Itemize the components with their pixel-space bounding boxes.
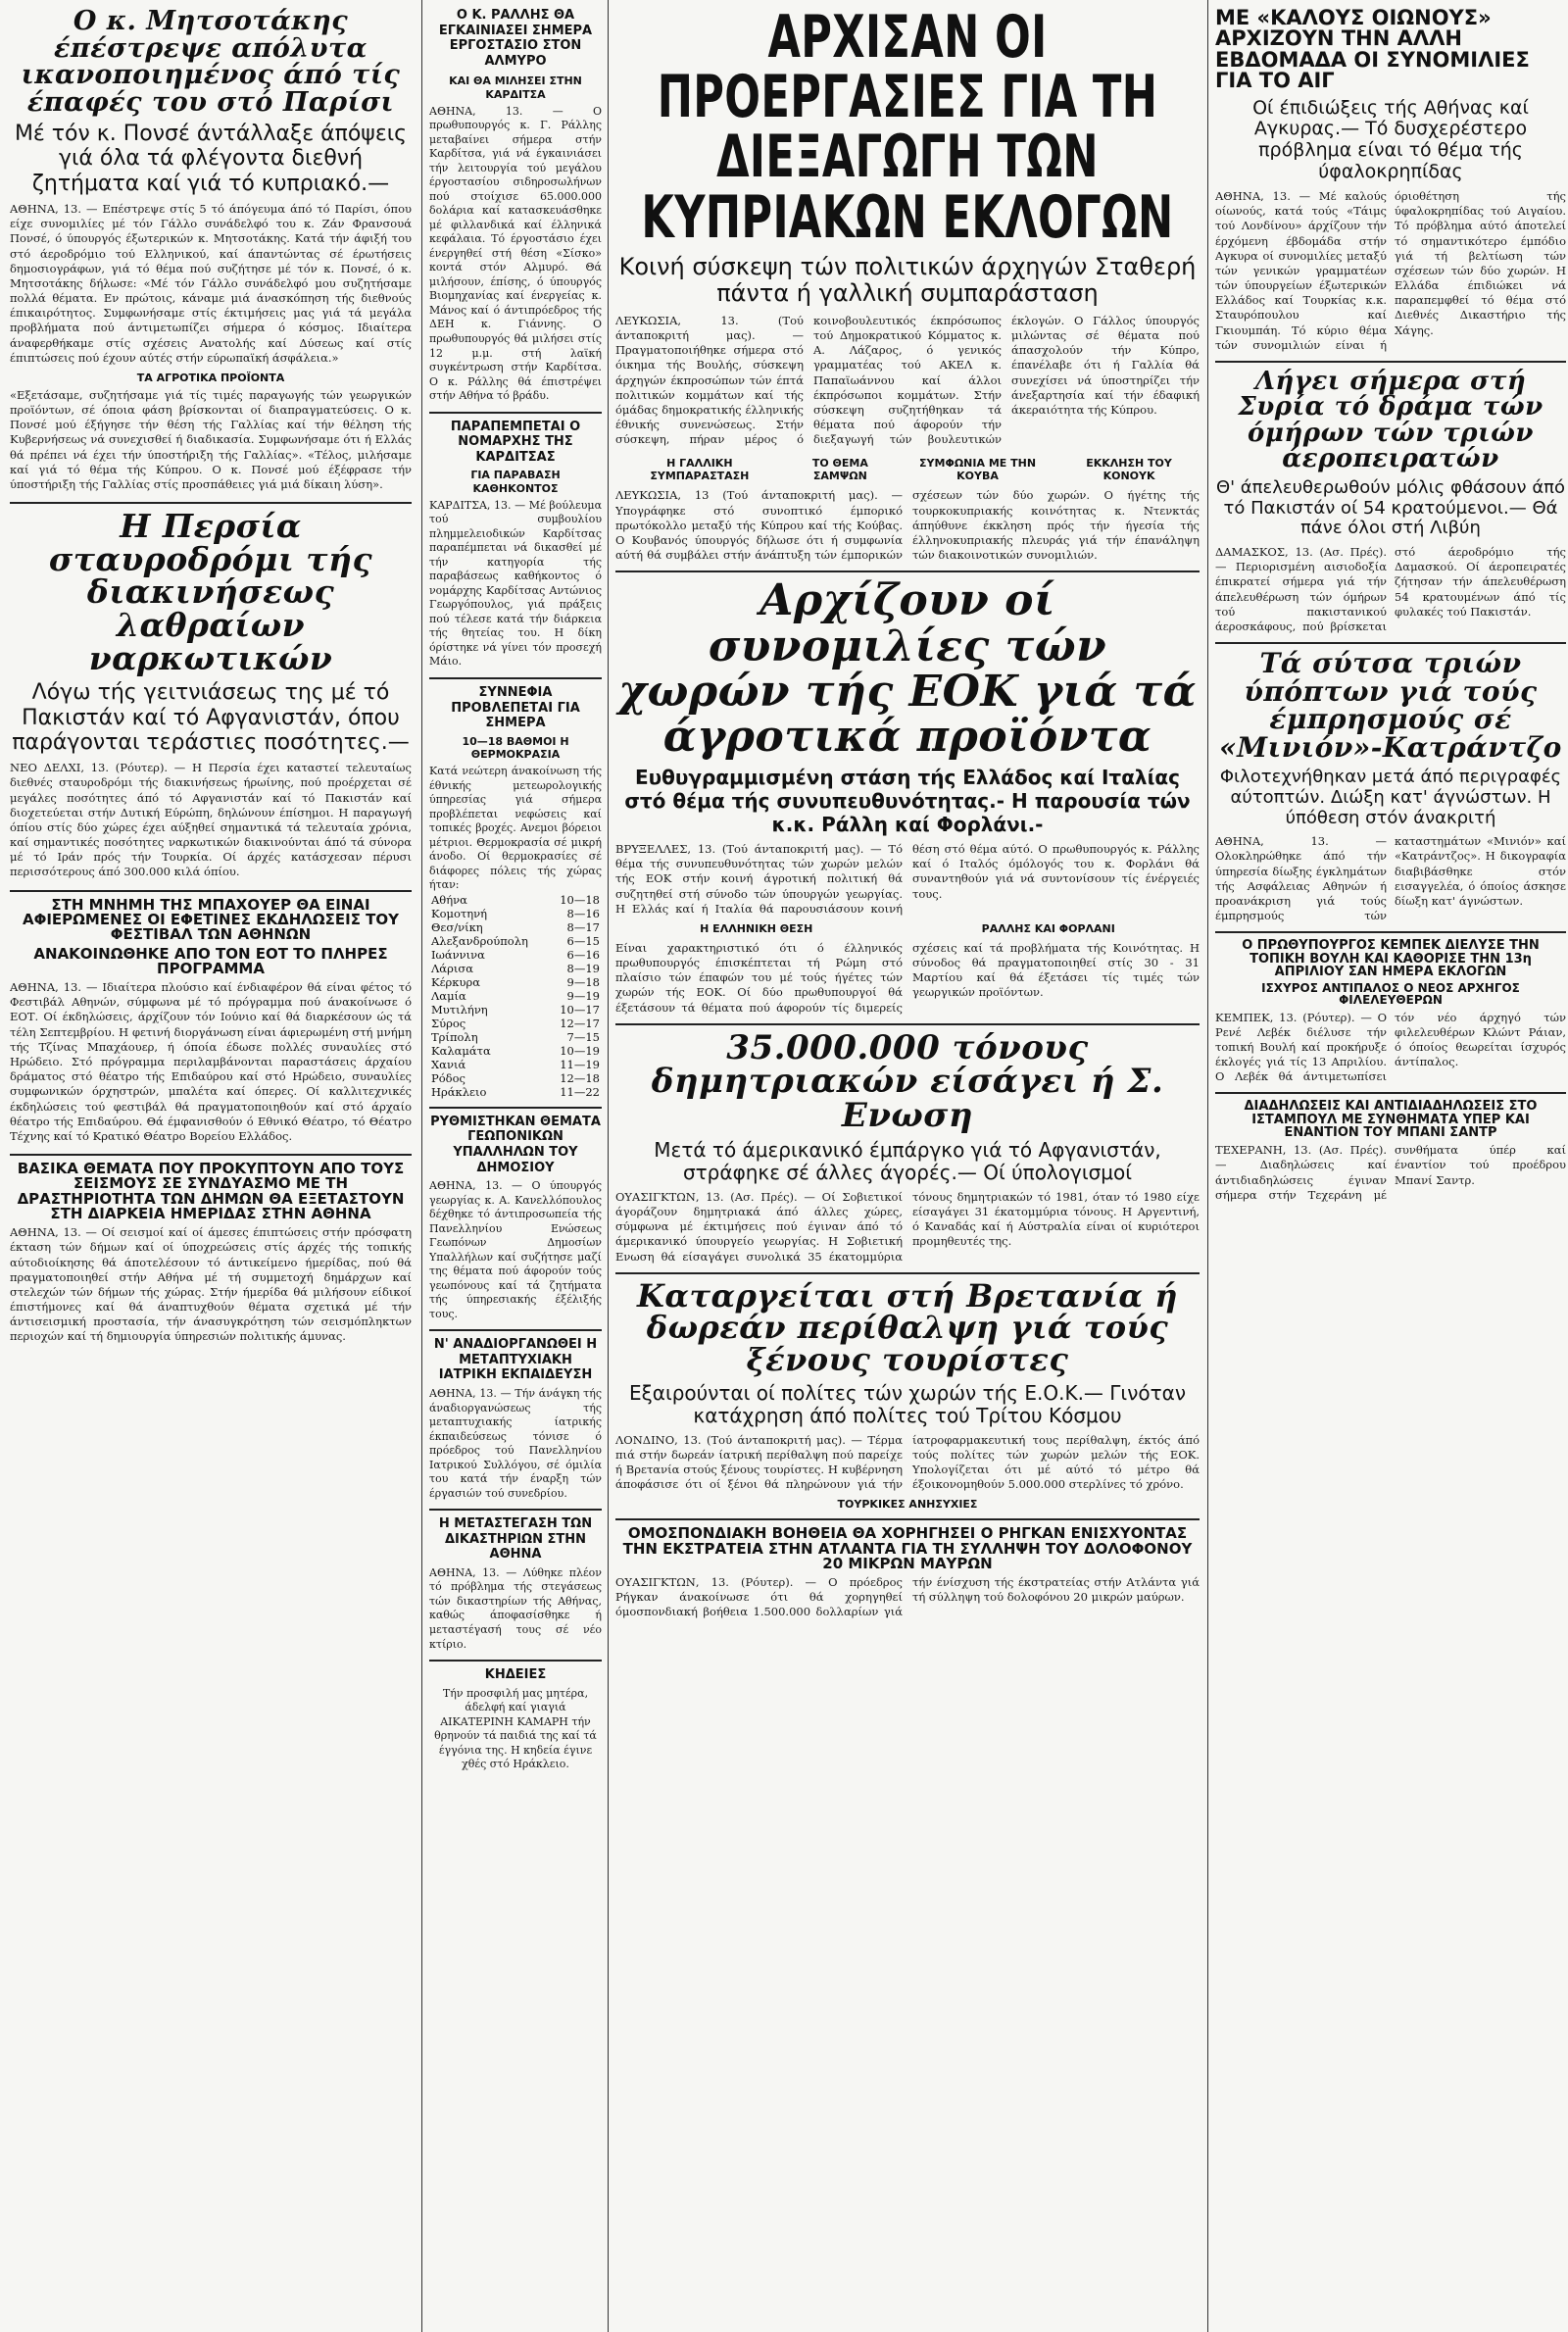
temperature-range: 6—15: [566, 933, 600, 948]
city-name: Κέρκυρα: [431, 974, 481, 989]
article-body-mitsotakis: ΑΘΗΝΑ, 13. — Επέστρεψε στίς 5 τό άπόγευμα άπό τό Παρίσι, όπου είχε συνομιλίες μέ τόν Γάλλο συνάδελφό του κ. Ζάν Φρανσουά Πονσέ, ό ύπουργός έξωτερικών κ. Μητσοτάκης. Κατά τήν άφιξή του στό άεροδρόμιο τού Ελληνικού, καί άπαντώντας σέ έρωτήσεις δημοσιογράφων, γιά τό θέμα πού συζήτησε μέ τόν κ. Πονσέ, ό κ. Μητσοτάκης δήλωσε: «Μέ τόν Γάλλο συνάδελφό μου συζητήσαμε πολλά θέματα. Εν πρώτοις, κάναμε μιά άνασκόπηση τής διεθνούς έπικαιρότητος. Συμφωνήσαμε στίς έκτιμήσεις μας γιά τά μεγάλα προβλήματα πού άντιμετωπίζει σήμερα ό κόσμος. Ιδιαίτερα άναφερθήκαμε στίς σχέσεις Ανατολής καί Δύσεως καί στίς έπιπτώσεις πού έχουν αύτές στήν εύρωπαϊκή άσφάλεια.»: [10, 202, 412, 365]
article-title-festival: ΣΤΗ ΜΝΗΜΗ ΤΗΣ ΜΠΑΧΟΥΕΡ ΘΑ ΕΙΝΑΙ ΑΦΙΕΡΩΜΕΝΕΣ ΟΙ ΕΦΕΤΙΝΕΣ ΕΚΔΗΛΩΣΕΙΣ ΤΟΥ ΦΕΣΤΙΒΑΛ ΤΩΝ ΑΘΗΝΩΝ: [22, 895, 400, 944]
city-name: Ηράκλειο: [431, 1084, 487, 1099]
city-name: Χανιά: [431, 1057, 466, 1071]
subhead-turkish-concerns: ΤΟΥΡΚΙΚΕΣ ΑΝΗΣΥΧΙΕΣ: [837, 1498, 978, 1512]
column-left: [10, 8, 412, 2326]
article-deck-mitsotakis: Μέ τόν κ. Πονσέ άντάλλαξε άπόψεις γιά όλα τά φλέγοντα διεθνή ζητήματα καί γιά τό κυπριακό.—: [14, 122, 408, 196]
article-title-tehran-demonstrations: ΔΙΑΔΗΛΩΣΕΙΣ ΚΑΙ ΑΝΤΙΔΙΑΔΗΛΩΣΕΙΣ ΣΤΟ ΙΣΤΑΜΠΟΥΛ ΜΕ ΣΥΝΘΗΜΑΤΑ ΥΠΕΡ ΚΑΙ ΕΝΑΝΤΙΟΝ ΤΟΥ ΜΠΑΝΙ ΣΑΝΤΡ: [1244, 1099, 1538, 1140]
article-deck-syria: Θ' άπελευθερωθούν μόλις φθάσουν άπό τό Πακιστάν οί 54 κρατούμενοι.— Θά πάνε όλοι στή Λιβύη: [1215, 476, 1566, 539]
article-deck-britain: Εξαιρούνται οί πολίτες τών χωρών τής Ε.Ο.Κ.— Γινόταν κατάχρηση άπό πολίτες τού Τρίτου Κόσμου: [629, 1380, 1186, 1427]
article-subtitle-festival: ΑΝΑΚΟΙΝΩΘΗΚΕ ΑΠΟ ΤΟΝ ΕΟΤ ΤΟ ΠΛΗΡΕΣ ΠΡΟΓΡΑΜΜΑ: [33, 944, 388, 977]
article-title-soviet-grain: 35.000.000 τόνους δημητριακών είσάγει ή Σ. Ενωση: [651, 1027, 1164, 1136]
city-name: Λαμία: [431, 988, 466, 1003]
city-name: Καλαμάτα: [431, 1043, 491, 1058]
subhead-french-support: Η ΓΑΛΛΙΚΗ ΣΥΜΠΑΡΑΣΤΑΣΗ: [650, 457, 750, 483]
article-title-courts: Η ΜΕΤΑΣΤΕΓΑΣΗ ΤΩΝ ΔΙΚΑΣΤΗΡΙΩΝ ΣΤΗΝ ΑΘΗΝΑ: [438, 1516, 593, 1563]
city-name: Αλεξανδρούπολη: [431, 933, 528, 948]
subhead-greek-position: Η ΕΛΛΗΝΙΚΗ ΘΕΣΗ: [700, 921, 813, 935]
article-title-arson-suspects: Τά σύτσα τριών ύπόπτων γιά τούς έμπρησμούς σέ «Μινιόν»-Κατράντζο: [1219, 647, 1562, 764]
city-name: Ρόδος: [431, 1070, 466, 1085]
article-title-agronomists: ΡΥΘΜΙΣΤΗΚΑΝ ΘΕΜΑΤΑ ΓΕΩΠΟΝΙΚΩΝ ΥΠΑΛΛΗΛΩΝ ΤΟΥ ΔΗΜΟΣΙΟΥ: [430, 1114, 601, 1175]
temperature-range: 11—22: [560, 1084, 600, 1099]
article-body-weather: Κατά νεώτερη άνακοίνωση τής έθνικής μετεωρολογικής ύπηρεσίας γιά σήμερα προβλέπεται νεφώσεις καί τοπικές βροχές. Ανεμοι βόρειοι μέτριοι. Θερμοκρασία σέ μικρή άνοδο. Οί θερμοκρασίες σέ διάφορες πόλεις τής χώρας ήταν:: [429, 765, 602, 892]
article-subtitle-quebec: ΙΣΧΥΡΟΣ ΑΝΤΙΠΑΛΟΣ Ο ΝΕΟΣ ΑΡΧΗΓΟΣ ΦΙΛΕΛΕΥΘΕΡΩΝ: [1261, 981, 1520, 1008]
article-body-britain: ΛΟΝΔΙΝΟ, 13. (Τού άνταποκριτή μας). — Τέρμα πιά στήν δωρεάν ίατρική περίθαλψη πού παρείχε ή Βρετανία στούς ξένους τουρίστες. Η κυβέρνηση άποφάσισε ότι οί ξένοι θά πληρώνουν γιά τήν ίατροφαρμακευτική τους περίθαλψη, έκτός άπό τούς πολίτες τών χωρών μελών τής ΕΟΚ. Υπολογίζεται ότι μέ αύτό τό μέτρο θά έξοικονομηθούν 5.000.000 στερλίνες τό χρόνο.: [615, 1432, 1200, 1492]
article-body-medical-education: ΑΘΗΝΑ, 13. — Τήν άνάγκη τής άναδιοργανώσεως τής μεταπτυχιακής ίατρικής έκπαιδεύσεως τόνισε ό πρόεδρος τού Πανελληνίου Ιατρικού Συλλόγου, σέ όμιλία του κατά τήν έναρξη τών έργασιών τού συνεδρίου.: [429, 1387, 602, 1500]
weather-row: [429, 1044, 602, 1058]
temperature-range: 11—19: [560, 1057, 600, 1071]
article-title-weather: ΣΥΝΝΕΦΙΑ ΠΡΟΒΛΕΠΕΤΑΙ ΓΙΑ ΣΗΜΕΡΑ: [451, 684, 580, 731]
article-deck-aegean: Οί έπιδιώξεις τής Αθήνας καί Αγκυρας.— Τό δυσχερέστερο πρόβλημα είναι τό θέμα τής ύφαλοκρηπίδας: [1252, 96, 1529, 183]
lead-body-cyprus: ΛΕΥΚΩΣΙΑ, 13. (Τού άνταποκριτή μας). — Πραγματοποιήθηκε σήμερα στό όικημα τής Βουλής, σύσκεψη άρχηγών έκπροσώπων τών έπτά πολιτικών κομμάτων καί τής όμάδας δημοκρατικής έλληνικής έθνικής συνενώσεως. Στήν σύσκεψη, πήραν μέρος ό κοινοβουλευτικός έκπρόσωπος τού Δημοκρατικού Κόμματος κ. Α. Λάζαρος, ό γενικός γραμματέας τού ΑΚΕΛ κ. Παπαϊωάννου καί άλλοι έκπρόσωποι κομμάτων. Στήν σύσκεψη συζητήθηκαν τά θέματα πού άφορούν τήν διεξαγωγή τών βουλευτικών έκλογών. Ο Γάλλος ύπουργός μιλώντας σέ θέματα πού άπασχολούν τήν Κύπρο, έπανέλαβε ότι ή Γαλλία θά συνεχίσει νά ύποστηρίζει τήν άνεξαρτησία καί τήν έδαφική άκεραιότητα τής Κύπρου.: [615, 313, 1200, 447]
temperature-range: 6—16: [566, 947, 600, 962]
article-body-prefect: ΚΑΡΔΙΤΣΑ, 13. — Μέ βούλευμα τού συμβουλίου πλημμελειοδικών Καρδίτσας παραπέμπεται νά δικασθεί μέ τήν κατηγορία τής παραβάσεως καθήκοντος ό νομάρχης Καρδίτσας Αντώνιος Γεωργόπουλος, γιά πράξεις πού τέλεσε κατά τήν διάρκεια τής θητείας του. Η δίκη όρίστηκε νά γίνει τόν προσεχή Μάιο.: [429, 498, 602, 669]
lead-body-cyprus-cont: ΛΕΥΚΩΣΙΑ, 13 (Τού άνταποκριτή μας). — Υπογράφηκε στό συνοπτικό έμπορικό πρωτόκολλο μεταξύ τής Κύπρου καί τής Κούβας. Ο Κουβανός ύπουργός δήλωσε ότι ή συμφωνία αύτή θά συμβάλει στήν άνάπτυξη τών έμπορικών σχέσεων τών δύο χωρών. Ο ήγέτης τής τουρκοκυπριακής κοινότητας κ. Ντενκτάς άπηύθυνε έκκληση πρός τήν ήγεσία τής έλληνοκυπριακής πλευράς γιά τήν έπανάληψη τών διακοινοτικών συνομιλιών.: [615, 488, 1200, 563]
weather-row: [429, 948, 602, 962]
weather-row: [429, 989, 602, 1003]
temperature-range: 9—19: [566, 988, 600, 1003]
city-name: Κομοτηνή: [431, 906, 488, 920]
weather-row: [429, 893, 602, 907]
article-title-aegean-talks: ΜΕ «ΚΑΛΟΥΣ ΟΙΩΝΟΥΣ» ΑΡΧΙΖΟΥΝ ΤΗΝ ΑΛΛΗ ΕΒΔΟΜΑΔΑ ΟΙ ΣΥΝΟΜΙΛΙΕΣ ΓΙΑ ΤΟ ΑΙΓ: [1215, 8, 1530, 93]
article-body-quebec: ΚΕΜΠΕΚ, 13. (Ρόυτερ). — Ο Ρενέ Λεβέκ διέλυσε τήν τοπική Βουλή καί προκήρυξε έκλογές γιά τίς 13 Απριλίου. Ο Λεβέκ θά άντιμετωπίσει τόν νέο άρχηγό τών φιλελευθέρων Κλώντ Ράιαν, ό όποίος θεωρείται ίσχυρός άντίπαλος.: [1215, 1010, 1566, 1084]
article-subtitle-rallis: ΚΑΙ ΘΑ ΜΙΛΗΣΕΙ ΣΤΗΝ ΚΑΡΔΙΤΣΑ: [449, 74, 582, 101]
article-body-eec-cont: Είναι χαρακτηριστικό ότι ό έλληνικός πρωθυπουργός έπισκέπτεται τή Ρώμη στό πλαίσιο τών έπαφών του μέ τούς ήγέτες τών χωρών τής ΕΟΚ. Οί δύο πρωθυπουργοί θά έξετάσουν τά θέματα πού άφορούν τίς διμερείς σχέσεις καί τά προβλήματα τής Κοινότητας. Η σύνοδος θά πραγματοποιηθεί στίς 30 - 31 Μαρτίου καί θά έξετάσει τίς τιμές τών γεωργικών προϊόντων.: [615, 940, 1200, 1015]
article-body-soviet-grain: ΟΥΑΣΙΓΚΤΩΝ, 13. (Ασ. Πρές). — Οί Σοβιετικοί άγοράζουν δημητριακά άπό άλλες χώρες, σύμφωνα μέ έκτιμήσεις πού έγιναν άπό τό άμερικανικό ύπουργείο γεωργίας. Η Σοβιετική Ενωση θά είσαγάγει συνολικά 35 έκατομμύρια τόνους δημητριακών τό 1981, όταν τό 1980 είχε είσαγάγει 31 έκατομμύρια τόνους. Η Αργεντινή, ό Καναδάς καί ή Αύστραλία είναι οί κυριότεροι προμηθευτές της.: [615, 1189, 1200, 1264]
column-right: [1215, 8, 1566, 2326]
article-body-syria: ΔΑΜΑΣΚΟΣ, 13. (Ασ. Πρές). — Περιορισμένη αισιοδοξία έπικρατεί σήμερα γιά τήν άπελευθέρωση τών όμήρων τού πακιστανικού άεροσκάφους, πού βρίσκεται στό άεροδρόμιο τής Δαμασκού. Οί άεροπειρατές ζήτησαν τήν άπελευθέρωση 54 κρατουμένων άπό τίς φυλακές τού Πακιστάν.: [1215, 545, 1566, 633]
weather-row: [429, 962, 602, 975]
temperature-range: 12—18: [560, 1070, 600, 1085]
subhead-konuk-appeal: ΕΚΚΛΗΣΗ ΤΟΥ ΚΟΝΟΥΚ: [1086, 457, 1172, 483]
article-deck-persia: Λόγω τής γειτνιάσεως της μέ τό Πακιστάν καί τό Αφγανιστάν, όπου παράγονται τεράστιες ποσότητες.—: [12, 680, 410, 755]
column-rule: [421, 0, 422, 2332]
column-rule: [1207, 0, 1208, 2332]
article-body-earthquakes: ΑΘΗΝΑ, 13. — Οί σεισμοί καί οί άμεσες έπιπτώσεις στήν πρόσφατη έκταση τών δήμων καί οί ύποχρεώσεις στίς άρχές τής τοπικής αύτοδιοίκησης θά άποτελέσουν τό άντικείμενο ήμερίδας, πού θά πραγματοποιηθεί στήν Αθήνα μέ τή συμμετοχή δημάρχων καί στελεχών τών δήμων τής χώρας. Στήν ήμερίδα θά μιλήσουν είδικοί έπιστήμονες καί θά άναπτυχθούν θέματα σχετικά μέ τήν άντισεισμική προστασία, τήν άνασυγκρότηση τών σεισμόπληκτων περιοχών καί τή δημιουργία ύπηρεσιών πολιτικής άμυνας.: [10, 1225, 412, 1344]
weather-row: [429, 1003, 602, 1017]
temperature-range: 8—17: [566, 919, 600, 934]
article-body-agronomists: ΑΘΗΝΑ, 13. — Ο ύπουργός γεωργίας κ. Α. Κανελλόπουλος δέχθηκε τό άντιπροσωπεία τής Πανελληνίου Ενώσεως Γεωπόνων Δημοσίων Υπαλλήλων καί συζήτησε μαζί της θέματα πού άφορούν τούς γεωπόνους καί τά ζητήματα τής ύπηρεσιακής έξέλιξής τους.: [429, 1179, 602, 1320]
column-middle-narrow: [429, 8, 602, 2326]
lead-headline-cyprus-elections: ΑΡΧΙΣΑΝ ΟΙ ΠΡΟΕΡΓΑΣΙΕΣ ΓΙΑ ΤΗ ΔΙΕΞΑΓΩΓΗ ΤΩΝ ΚΥΠΡΙΑΚΩΝ ΕΚΛΟΓΩΝ: [641, 8, 1174, 252]
article-body-persia: ΝΕΟ ΔΕΛΧΙ, 13. (Ρόυτερ). — Η Περσία έχει καταστεί τελευταίως διεθνές σταυροδρόμι τής διακινήσεως ήρωίνης, πού προέρχεται σέ μεγάλες ποσότητες άπό τό Αφγανιστάν καί τό Πακιστάν καί διοχετεύεται στήν Δυτική Εύρώπη, δηλώνουν έπίσημοι. Η παραγωγή όπίου στίς δύο χώρες έχει αύξηθεί σημαντικά τά τελευταία χρόνια, καί σημαντικές ποσότητες ναρκωτικών διακινούνται άπό τά σύνορα μέ τό Ιράν πρός τήν Τουρκία. Οί άρχές κατάσχεσαν πέρυσι περισσότερους άπό 300.000 κιλά όπίου.: [10, 761, 412, 879]
subhead-rallis-forlani: ΡΑΛΛΗΣ ΚΑΙ ΦΟΡΛΑΝΙ: [981, 921, 1115, 935]
weather-table: [429, 893, 602, 1099]
lead-deck-cyprus: Κοινή σύσκεψη τών πολιτικών άρχηγών Σταθερή πάντα ή γαλλική συμπαράσταση: [618, 252, 1197, 308]
obituaries-heading: ΚΗΔΕΙΕΣ: [484, 1667, 547, 1683]
weather-row: [429, 907, 602, 920]
subhead-sampson: ΤΟ ΘΕΜΑ ΣΑΜΨΩΝ: [811, 457, 868, 483]
article-deck-soviet-grain: Μετά τό άμερικανικό έμπάργκο γιά τό Αφγανιστάν, στράφηκε σέ άλλες άγορές.— Οί ύπολογισμοί: [654, 1137, 1161, 1184]
weather-row: [429, 934, 602, 948]
city-name: Αθήνα: [431, 892, 467, 907]
article-body-festival: ΑΘΗΝΑ, 13. — Ιδιαίτερα πλούσιο καί ένδιαφέρον θά είναι φέτος τό Φεστιβάλ Αθηνών, σύμφωνα μέ τό πρόγραμμα πού άνακοίνωσε ό ΕΟΤ. Οί έκδηλώσεις, άρχίζουν τόν Ιούνιο καί θά διαρκέσουν ώς τά τέλη Σεπτεμβρίου. Η φετινή διοργάνωση είναι άφιερωμένη στή μνήμη τής Τζίνας Μπαχάουερ, ή όποία έδωσε πολλές συναυλίες στό Ηρώδειο. Στό πρόγραμμα περιλαμβάνονται παραστάσεις άρχαίου δράματος στό θέατρο τής Επιδαύρου καί στό Ηρώδειο, συναυλίες συμφωνικών όρχηστρών, μπαλέτα καί όπερες. Οί καλλιτεχνικές έκδηλώσεις τού φεστιβάλ θά πραγματοποιηθούν καί στό άρχαίο θέατρο τής Επιδαύρου. Θά έμφανισθούν ό Εθνικό Θέατρο, τό Θέατρο Τέχνης καί τό Κρατικό Θέατρο Βορείου Ελλάδος.: [10, 980, 412, 1143]
temperature-range: 9—18: [566, 974, 600, 989]
temperature-range: 10—17: [560, 1002, 600, 1017]
article-subtitle-prefect: ΓΙΑ ΠΑΡΑΒΑΣΗ ΚΑΘΗΚΟΝΤΟΣ: [470, 469, 561, 495]
article-title-mitsotakis: Ο κ. Μητσοτάκης έπέστρεψε απόλυτα ικανοποιημένος άπό τίς έπαφές του στό Παρίσι: [21, 8, 401, 118]
city-name: Μυτιλήνη: [431, 1002, 488, 1017]
subhead-cuba-agreement: ΣΥΜΦΩΝΙΑ ΜΕ ΤΗΝ ΚΟΥΒΑ: [919, 457, 1037, 483]
article-body-mitsotakis-cont: «Εξετάσαμε, συζητήσαμε γιά τίς τιμές παραγωγής τών γεωργικών προϊόντων, σέ όποια φάση βρίσκονται οί διαπραγματεύσεις. Ο κ. Πονσέ μού έξήγησε τήν θέση τής Γαλλίας καί τήν θέληση τής Κυβερνήσεως νά συνεχισθεί ή διαδικασία. Συμφωνήσαμε ότι ή Ελλάς θά πρέπει νά έχει τήν ύποστήριξη τής Γαλλίας». «Τέλος, μιλήσαμε καί γιά τό θέμα τής Κύπρου. Ο κ. Πονσέ μού έξέφρασε τήν ύποστήριξη τής Γαλλίας στίς προσπάθειες γιά μιά δίκαιη λύση».: [10, 387, 412, 491]
article-deck-arson: Φιλοτεχνήθηκαν μετά άπό περιγραφές αύτοπτών. Διώξη κατ' άγνώστων. Η ύπόθεση στόν άνακριτή: [1219, 767, 1562, 828]
article-body-reagan-atlanta: ΟΥΑΣΙΓΚΤΩΝ, 13. (Ρόυτερ). — Ο πρόεδρος Ρήγκαν άνακοίνωσε ότι θά χορηγηθεί όμοσπονδιακή βοήθεια 1.500.000 δολλαρίων γιά τήν ένίσχυση τής έκστρατείας στήν Ατλάντα γιά τή σύλληψη τού δολοφόνου 20 μικρών μαύρων.: [615, 1575, 1200, 1619]
city-name: Θεσ/νίκη: [431, 919, 483, 934]
city-name: Σύρος: [431, 1016, 466, 1030]
weather-row: [429, 1071, 602, 1085]
city-name: Λάρισα: [431, 961, 473, 975]
weather-row: [429, 1030, 602, 1044]
article-title-reagan-atlanta: ΟΜΟΣΠΟΝΔΙΑΚΗ ΒΟΗΘΕΙΑ ΘΑ ΧΟΡΗΓΗΣΕΙ Ο ΡΗΓΚΑΝ ΕΝΙΣΧΥΟΝΤΑΣ ΤΗΝ ΕΚΣΤΡΑΤΕΙΑ ΣΤΗΝ ΑΤΛΑΝΤΑ ΓΙΑ ΤΗ ΣΥΛΛΗΨΗ ΤΟΥ ΔΟΛΟΦΟΝΟΥ 20 ΜΙΚΡΩΝ ΜΑΥΡΩΝ: [622, 1524, 1193, 1572]
weather-row: [429, 1058, 602, 1071]
obituaries-body: Τήν προσφιλή μας μητέρα, άδελφή καί γιαγιά ΑΙΚΑΤΕΡΙΝΗ ΚΑΜΑΡΗ τήν θρηνούν τά παιδιά της καί τά έγγόνια της. Η κηδεία έγινε χθές στό Ηράκλειο.: [434, 1686, 597, 1771]
article-body-rallis: ΑΘΗΝΑ, 13. — Ο πρωθυπουργός κ. Γ. Ράλλης μεταβαίνει σήμερα στήν Καρδίτσα, γιά νά έγκαινιάσει τήν λειτουργία τού μεγάλου έργοστασίου σιδηροσωλήνων πού στοίχισε 65.000.000 δολάρια καί κατασκευάσθηκε μέ φιλλανδικά καί έλληνικά κεφάλαια. Τό έργοστάσιο έχει ένεργηθεί στή θέση «Σίσκο» κοντά στόν Αλμυρό. Θά μιλήσουν, έπίσης, ό ύπουργός Βιομηχανίας καί ένεργείας κ. Μάνος καί ό άντιπρόεδρος τής ΔΕΗ κ. Γιάννης. Ο πρωθυπουργός θά μιλήσει στίς 12 μ.μ. στή λαϊκή συγκέντρωση στήν Καρδίτσα. Ο κ. Ράλλης θά έπιστρέψει στήν Αθήνα τό βράδυ.: [429, 104, 602, 403]
article-title-quebec: Ο ΠΡΩΘΥΠΟΥΡΓΟΣ ΚΕΜΠΕΚ ΔΙΕΛΥΣΕ ΤΗΝ ΤΟΠΙΚΗ ΒΟΥΛΗ ΚΑΙ ΚΑΘΟΡΙΣΕ ΤΗΝ 13η ΑΠΡΙΛΙΟΥ ΣΑΝ ΗΜΕΡΑ ΕΚΛΟΓΩΝ: [1242, 938, 1540, 979]
temperature-range: 8—16: [566, 906, 600, 920]
column-rule: [608, 0, 609, 2332]
article-body-aegean: ΑΘΗΝΑ, 13. — Μέ καλούς οίωνούς, κατά τούς «Τάιμς τού Λονδίνου» άρχίζουν τήν έρχόμενη έβδομάδα στήν Αγκυρα οί συνομιλίες μεταξύ τών γενικών γραμματέων τών ύπουργείων έξωτερικών Ελλάδος καί Τουρκίας κ.κ. Σταυρόπουλου καί Γκιουμπάη. Τό κύριο θέμα τών συνομιλιών είναι ή όριοθέτηση τής ύφαλοκρηπίδας τού Αιγαίου. Τό πρόβλημα αύτό άποτελεί τό σημαντικότερο έμπόδιο γιά τή βελτίωση τών σχέσεων τών δύο χωρών. Η Ελλάδα έπιδιώκει νά παραπεμφθεί τό θέμα στό Διεθνές Δικαστήριο τής Χάγης.: [1215, 189, 1566, 352]
article-body-arson: ΑΘΗΝΑ, 13. — Ολοκληρώθηκε άπό τήν ύπηρεσία δίωξης έγκλημάτων τής Ασφάλειας Αθηνών ή προανάκριση γιά τούς έμπρησμούς τών καταστημάτων «Μινιόν» καί «Κατράντζος». Η δικογραφία διαβιβάσθηκε στόν εισαγγελέα, ό όποίος άσκησε δίωξη κατ' άγνώστων.: [1215, 834, 1566, 923]
article-title-eec-agriculture: Αρχίζουν οί συνομιλίες τών χωρών τής ΕΟΚ γιά τά άγροτικά προϊόντα: [618, 575, 1197, 762]
weather-row: [429, 1017, 602, 1030]
subhead-agricultural-products: ΤΑ ΑΓΡΟΤΙΚΑ ΠΡΟΪΟΝΤΑ: [136, 371, 285, 384]
article-title-britain-healthcare: Καταργείται στή Βρετανία ή δωρεάν περίθαλψη γιά τούς ξένους τουρίστες: [637, 1276, 1178, 1378]
temperature-range: 7—15: [566, 1029, 600, 1044]
article-title-syria-hostages: Λήγει σήμερα στή Συρία τό δράμα τών όμήρων τών τριών άεροπειρατών: [1238, 366, 1544, 474]
article-title-prefect: ΠΑΡΑΠΕΜΠΕΤΑΙ Ο ΝΟΜΑΡΧΗΣ ΤΗΣ ΚΑΡΔΙΤΣΑΣ: [450, 419, 581, 465]
city-name: Τρίπολη: [431, 1029, 478, 1044]
temperature-range: 10—18: [560, 892, 600, 907]
article-body-courts: ΑΘΗΝΑ, 13. — Λύθηκε πλέον τό πρόβλημα τής στεγάσεως τών δικαστηρίων τής Αθήνας, καθώς άποφασίσθηκε ή μεταστέγασή τους σέ νέο κτίριο.: [429, 1565, 602, 1651]
temperature-range: 12—17: [560, 1016, 600, 1030]
city-name: Ιωάννινα: [431, 947, 485, 962]
temperature-range: 8—19: [566, 961, 600, 975]
weather-row: [429, 1085, 602, 1099]
weather-row: [429, 920, 602, 934]
article-title-persia: Η Περσία σταυροδρόμι τής διακινήσεως λαθραίων ναρκωτικών: [48, 507, 373, 677]
article-title-rallis: Ο Κ. ΡΑΛΛΗΣ ΘΑ ΕΓΚΑΙΝΙΑΣΕΙ ΣΗΜΕΡΑ ΕΡΓΟΣΤΑΣΙΟ ΣΤΟΝ ΑΛΜΥΡΟ: [438, 8, 593, 69]
article-body-eec: ΒΡΥΞΕΛΛΕΣ, 13. (Τού άνταποκριτή μας). — Τό θέμα τής συνυπευθυνότητας τών χωρών μελών τής ΕΟΚ στήν κοινή άγροτική πολιτική θά συζητηθεί στή σύνοδο τών ύπουργών γεωργίας. Η Ελλάς καί ή Ιταλία θά παρουσιάσουν κοινή θέση στό θέμα αύτό. Ο πρωθυπουργός κ. Ράλλης καί ό Ιταλός όμόλογός του κ. Φορλάνι θά συναντηθούν γιά νά συντονίσουν τίς ένέργειές τους.: [615, 842, 1200, 916]
article-deck-eec: Ευθυγραμμισμένη στάση τής Ελλάδος καί Ιταλίας στό θέμα τής συνυπευθυνότητας.- Η παρουσία τών κ.κ. Ράλλη καί Φορλάνι.-: [624, 766, 1191, 837]
temperature-range: 10—19: [560, 1043, 600, 1058]
weather-row: [429, 975, 602, 989]
column-center-wide: [615, 8, 1200, 2326]
article-body-tehran: ΤΕΧΕΡΑΝΗ, 13. (Ασ. Πρές). — Διαδηλώσεις καί άντιδιαδηλώσεις έγιναν σήμερα στήν Τεχεράνη μέ συνθήματα ύπέρ καί έναντίον τού προέδρου Μπανί Σαντρ.: [1215, 1143, 1566, 1202]
article-title-medical-education: Ν' ΑΝΑΔΙΟΡΓΑΝΩΘΕΙ Η ΜΕΤΑΠΤΥΧΙΑΚΗ ΙΑΤΡΙΚΗ ΕΚΠΑΙΔΕΥΣΗ: [433, 1337, 598, 1383]
article-subtitle-weather: 10—18 ΒΑΘΜΟΙ Η ΘΕΡΜΟΚΡΑΣΙΑ: [462, 734, 569, 761]
article-title-earthquakes: ΒΑΣΙΚΑ ΘΕΜΑΤΑ ΠΟΥ ΠΡΟΚΥΠΤΟΥΝ ΑΠΟ ΤΟΥΣ ΣΕΙΣΜΟΥΣ ΣΕ ΣΥΝΔΥΑΣΜΟ ΜΕ ΤΗ ΔΡΑΣΤΗΡΙΟΤΗΤΑ ΤΩΝ ΔΗΜΩΝ ΘΑ ΕΞΕΤΑΣΤΟΥΝ ΣΤΗ ΔΙΑΡΚΕΙΑ ΗΜΕΡΙΔΑΣ ΣΤΗΝ ΑΘΗΝΑ: [17, 1160, 405, 1222]
